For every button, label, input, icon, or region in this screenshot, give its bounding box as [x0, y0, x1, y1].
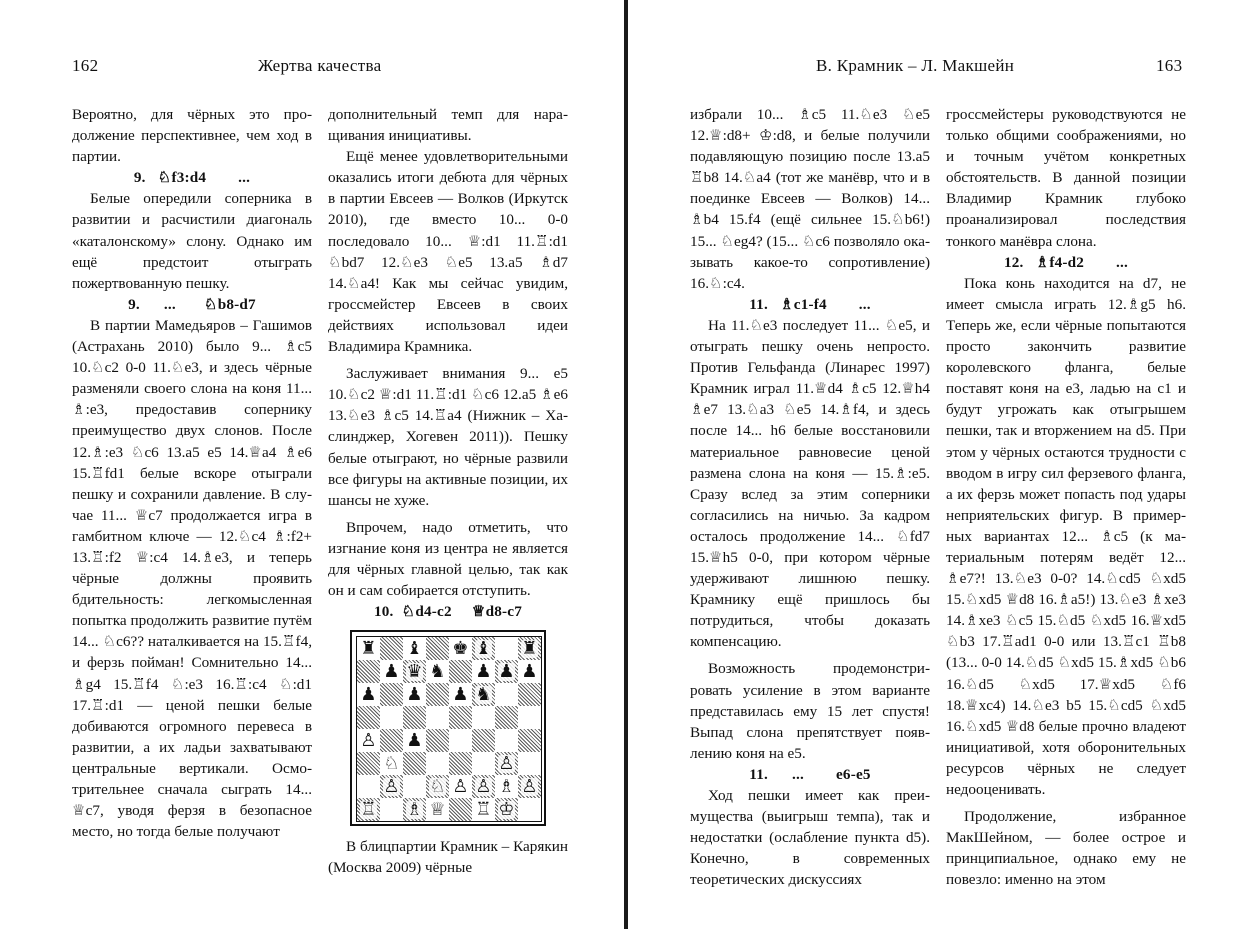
board-square — [357, 775, 380, 798]
paragraph: Впрочем, надо отметить, что изгнание коня из центра не является для чёрных главной целью, так как он и сам собирается отступить. — [328, 518, 568, 600]
paragraph: Белые опередили соперника в развитии и расчистили диагональ «каталонскому» слону. Однако им ещё предстоит отыграть пожертвованную пешку. — [72, 190, 312, 292]
board-square — [357, 798, 380, 821]
board-square — [449, 706, 472, 729]
board-square — [472, 752, 495, 775]
board-square — [449, 637, 472, 660]
board-square — [380, 775, 403, 798]
board-square — [495, 775, 518, 798]
paragraph: В партии Мамедьяров – Гашимов (Астрахань 2010) было 9... ♗c5 10.♘c2 0-0 11.♘e3, и здесь чёрные разменяли своего слона на коня 11... ♗:e3, предоставив сопернику преимущество двух слонов. После 12.♗:e3 ♘c6 13.a5 e5 14.♕a4 ♗e6 15.♖fd1 белые вскоре отыграли пешку и сохранили давление. В случае 11... ♕c7 продолжается игра в гамбитном ключе — 12.♘c4 ♗:f2+ 13.♖:f2 ♕:c4 14.♗e3, и теперь чёрные должны проявить бдительность: легкомысленная попытка продолжить развитие путём 14... ♘c6?? наталкивается на 15.♖f4, и ферзь пойман! Сомнительно 14... ♗g4 15.♖f4 ♘:e3 16.♖:c4 ♘:d1 17.♖:d1 — ценой пешки белые добиваются огромного перевеса в развитии, а их ладьи захватывают центральные вертикали. Осмотрительнее сначала сыграть 14... ♕c7, уводя ферзя в безопасное место, но тогда белые получают — [72, 316, 312, 841]
text-column-left-2 — [328, 104, 568, 878]
board-square — [380, 683, 403, 706]
board-square — [380, 706, 403, 729]
board-square — [472, 798, 495, 821]
chess-piece-icon: ♗ — [406, 798, 423, 820]
running-title-left: Жертва качества — [258, 56, 382, 75]
board-square — [518, 706, 541, 729]
board-square — [426, 637, 449, 660]
paragraph: На 11.♘e3 последует 11... ♘e5, и отыграть пешку очень непросто. Против Гельфанда (Линарес 1997) Крамник играл 11.♕d4 ♗c5 12.♕h4 ♗e7 13.♘a3 ♘e5 14.♗f4, и здесь после 14... h6 белые восстановили материальное равновесие ценой размена слона на коня — 15.♗:e5. Сразу вслед за этим соперники согласились на ничью. За кадром осталось продолжение 14... ♘fd7 15.♕h5 0-0, при котором чёрные удерживают лишнюю пешку. Крамнику ещё пришлось бы потрудиться, чтобы доказать компенсацию. — [690, 316, 930, 651]
chess-piece-icon: ♕ — [429, 798, 446, 820]
move-heading: 10. ♘d4-c2 ♕d8-c7 — [373, 603, 523, 621]
board-square — [495, 683, 518, 706]
board-square — [426, 729, 449, 752]
board-square — [403, 798, 426, 821]
board-square — [518, 775, 541, 798]
paragraph: гроссмейстеры руководствуются не только общими соображениями, но и точным учётом конкретных обстоятельств. В данной позиции Владимир Крамник глубоко проанализировал последствия тонкого манёвра слона. — [946, 106, 1186, 250]
board-square — [403, 637, 426, 660]
chess-piece-icon: ♗ — [498, 775, 515, 797]
board-square — [472, 706, 495, 729]
board-square — [518, 752, 541, 775]
board-square — [449, 683, 472, 706]
chess-piece-icon: ♟ — [406, 683, 423, 705]
board-square — [495, 660, 518, 683]
chess-piece-icon: ♙ — [475, 775, 492, 797]
chess-piece-icon: ♟ — [406, 729, 423, 751]
chess-piece-icon: ♝ — [406, 637, 423, 659]
board-square — [403, 683, 426, 706]
chess-piece-icon: ♞ — [475, 683, 492, 705]
chess-piece-icon: ♟ — [498, 660, 515, 682]
paragraph: Пока конь находится на d7, не имеет смысла играть 12.♗g5 h6. Теперь же, если чёрные попытаются просто закончить развитие королевского фланга, белые поставят коня на e3, ладью на c1 и будут угрожать как отыгрышем пешки, так и вторжением на d5. При этом у чёрных остаются трудности с вводом в игру сил ферзевого фланга, а их ферзь может попасть под удары неприятельских фигур. В примерных вариантах 12... ♗c5 (к материальным потерям ведёт 12... ♗e7?! 13.♘e3 0-0? 14.♘cd5 ♘xd5 15.♘xd5 ♕d8 16.♗a5!) 13.♘e3 ♗xe3 14.♗xe3 ♘c5 15.♘d5 ♘xd5 16.♕xd5 ♘b3 17.♖ad1 0-0 или 13.♖c1 ♖b8 (13... 0-0 14.♘d5 ♘xd5 15.♗xd5 ♘b6 16.♘d5 ♘xd5 17.♕xd5 ♘f6 18.♕xc4) 14.♘e3 b5 15.♘cd5 ♘xd5 16.♘xd5 ♕d8 белые прочно владеют инициативой, хотя оборонительных ресурсов чёрных не следует недооценивать. — [946, 274, 1186, 798]
board-square — [518, 637, 541, 660]
board-square — [426, 752, 449, 775]
chess-piece-icon: ♚ — [452, 637, 469, 659]
paragraph: Вероятно, для чёрных это продолжение перспективнее, чем ход в партии. — [72, 106, 312, 166]
move-heading: 11. ♗c1-f4 ... — [749, 295, 871, 313]
board-square — [357, 683, 380, 706]
board-square — [518, 660, 541, 683]
board-square — [380, 660, 403, 683]
board-square — [403, 729, 426, 752]
chess-piece-icon: ♙ — [521, 775, 538, 797]
chess-piece-icon: ♟ — [383, 660, 400, 682]
board-square — [426, 683, 449, 706]
chess-piece-icon: ♟ — [475, 660, 492, 682]
board-square — [357, 706, 380, 729]
board-square — [426, 660, 449, 683]
paragraph: Возможность продемонстрировать усиление в этом варианте представилась ему 15 лет спустя! Выпад слона препятствует появлению коня на e5. — [690, 660, 930, 762]
board-square — [472, 775, 495, 798]
chess-piece-icon: ♜ — [521, 637, 538, 659]
move-heading: 9. ♘f3:d4 ... — [133, 169, 251, 187]
chess-piece-icon: ♙ — [498, 752, 515, 774]
paragraph: дополнительный темп для наращивания инициативы. — [328, 106, 568, 145]
paragraph: Продолжение, избранное МакШейном, — более острое и принципиальное, однако ему не повезло: именно на этом — [946, 808, 1186, 889]
board-square — [426, 798, 449, 821]
board-square — [380, 752, 403, 775]
board-square — [380, 798, 403, 821]
chess-piece-icon: ♙ — [452, 775, 469, 797]
page-number-right: 163 — [1156, 56, 1183, 75]
chess-piece-icon: ♖ — [475, 798, 492, 820]
running-title-right: В. Крамник – Л. Макшейн — [816, 56, 1015, 75]
chess-piece-icon: ♟ — [360, 683, 377, 705]
chess-piece-icon: ♟ — [521, 660, 538, 682]
board-square — [449, 752, 472, 775]
board-square — [380, 729, 403, 752]
board-square — [380, 637, 403, 660]
board-square — [357, 752, 380, 775]
move-heading: 11. ... e6-e5 — [749, 765, 871, 783]
chess-piece-icon: ♟ — [452, 683, 469, 705]
chess-diagram — [350, 630, 546, 826]
chess-piece-icon: ♛ — [406, 660, 423, 682]
board-square — [449, 729, 472, 752]
chess-piece-icon: ♝ — [475, 637, 492, 659]
chess-piece-icon: ♞ — [429, 660, 446, 682]
board-square — [403, 752, 426, 775]
board-square — [518, 683, 541, 706]
board-square — [472, 729, 495, 752]
board-square — [449, 660, 472, 683]
board-square — [357, 660, 380, 683]
board-square — [426, 775, 449, 798]
board-square — [357, 729, 380, 752]
board-square — [357, 637, 380, 660]
board-square — [495, 752, 518, 775]
text-column-left-1 — [72, 104, 312, 842]
chess-piece-icon: ♘ — [429, 775, 446, 797]
paragraph: В блицпартии Крамник – Карякин (Москва 2009) чёрные — [328, 838, 568, 877]
board-square — [518, 729, 541, 752]
board-square — [403, 660, 426, 683]
chess-piece-icon: ♔ — [498, 798, 515, 820]
paragraph: Ещё менее удовлетворительными оказались итоги дебюта для чёрных в партии Евсеев — Волков (Иркутск 2010), где вместо 10... 0-0 последовало 10... ♕:d1 11.♖:d1 ♘bd7 12.♘e3 ♘e5 13.a5 ♗d7 14.♘a4! Как мы сейчас увидим, гроссмейстер Евсеев в своих действиях использовал идеи Владимира Крамника. — [328, 148, 568, 356]
right-page — [628, 0, 1250, 929]
board-square — [495, 637, 518, 660]
board-square — [426, 706, 449, 729]
paragraph: Ход пешки имеет как преимущества (выигрыш темпа), так и недостатки (ослабление пункта d5). Конечно, в современных теоретических дискуссиях — [690, 787, 930, 889]
paragraph: Заслуживает внимания 9... e5 10.♘c2 ♕:d1 11.♖:d1 ♘c6 12.a5 ♗e6 13.♘e3 ♗c5 14.♖a4 (Нижник – Хаслинджер, Хогевен 2011)). Пешку белые отыграют, но чёрные развили все фигуры на активные позиции, их шансы не хуже. — [328, 365, 568, 509]
left-page — [0, 0, 624, 929]
board-square — [495, 706, 518, 729]
chess-piece-icon: ♜ — [360, 637, 377, 659]
chess-piece-icon: ♙ — [383, 775, 400, 797]
board-square — [472, 683, 495, 706]
board-square — [518, 798, 541, 821]
board-square — [495, 798, 518, 821]
board-square — [403, 706, 426, 729]
chess-piece-icon: ♖ — [360, 798, 377, 820]
board-square — [403, 775, 426, 798]
chess-piece-icon: ♙ — [360, 729, 377, 751]
chess-board — [356, 636, 542, 822]
board-square — [495, 729, 518, 752]
move-heading: 9. ... ♘b8-d7 — [128, 295, 256, 313]
board-square — [449, 798, 472, 821]
page-number-left: 162 — [72, 56, 99, 75]
text-column-right-2 — [946, 104, 1186, 890]
board-square — [449, 775, 472, 798]
paragraph: избрали 10... ♗c5 11.♘e3 ♘e5 12.♕:d8+ ♔:d8, и белые получили подавляющую позицию после 13.a5 ♖b8 14.♘a4 (тот же манёвр, что и в поединке Евсеев — Волков) 14... ♗b4 15.f4 (ещё сильнее 15.♘b6!) 15... ♘eg4? (15... ♘c6 позволяло оказывать какое-то сопротивление) 16.♘:c4. — [690, 106, 930, 292]
chess-piece-icon: ♘ — [383, 752, 400, 774]
text-column-right-1 — [690, 104, 930, 890]
board-square — [472, 660, 495, 683]
board-square — [472, 637, 495, 660]
move-heading: 12. ♗f4-d2 ... — [1003, 253, 1129, 271]
